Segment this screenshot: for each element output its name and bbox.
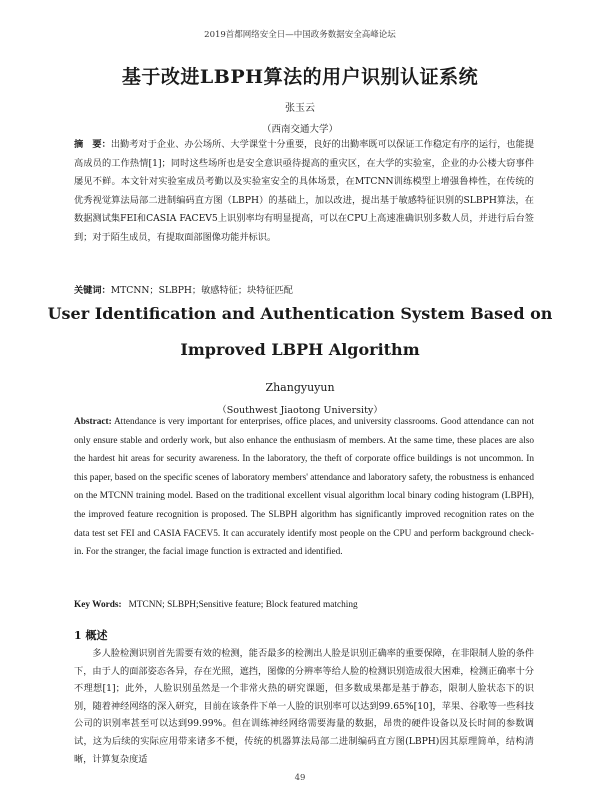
page-number: 49 (294, 773, 306, 783)
affiliation-chinese: （西南交通大学） (261, 124, 338, 135)
keywords-chinese (74, 282, 534, 301)
abstract-english-text: Attendance is very important for enterprises, office places, and university classrooms. Good attendance can not only ensure stable and orderly work, but also enhance the enthusiasm of members. At the same time, these places are also the hardest hit areas for security awareness. In the laboratory, the theft of corporate office buildings is not uncommon. In this paper, based on the specific scenes of laboratory members' attendance and laboratory safety, the robustness is enhanced on the MTCNN training model. Based on the traditional excellent visual algorithm local binary coding histogram (LBPH), the improved feature recognition is proposed. The SLBPH algorithm has significantly improved recognition rates on the data test set FEI and CASIA FACEV5. It can accurately identify most people on the CPU and perform background check-in. For the stranger, the facial image function is extracted and identified. (74, 417, 534, 558)
title-chinese: 基于改进LBPH算法的用户识别认证系统 (121, 66, 479, 88)
section-body: 多人脸检测识别首先需要有效的检测，能否最多的检测出人脸是识别正确率的重要保障，在非限制人脸的条件下，由于人的面部姿态各异，存在光照，遮挡，图像的分辨率等给人脸的检测识别造成很大困难，检测正确率十分不理想[1]；此外，人脸识别虽然是一个非常火热的研究课题，但多数成果都是基于静态，限制人脸状态下的识别，随着神经网络的深入研究，目前在该条件下单一人脸的识别率可以达到99.65%[10]，苹果、谷歌等一些科技公司的识别率甚至可以达到99.99%。但在训练神经网络需要海量的数据，昂贵的硬件设备以及长时间的参数调试，这为后续的实际应用带来诸多不便，传统的机器算法局部二进制编码直方图(LBPH)因其原理简单，结构清晰，计算复杂度适 (74, 648, 534, 765)
title-english-line2: Improved LBPH Algorithm (180, 340, 420, 359)
title-english-line1: User Identification and Authentication System Based on (47, 304, 553, 323)
keywords-english-text: MTCNN; SLBPH;Sensitive feature; Block featured matching (128, 600, 358, 610)
abstract-chinese-label: 摘 要： (74, 139, 111, 150)
abstract-chinese-text: 出勤考对于企业、办公场所、大学课堂十分重要，良好的出勤率既可以保证工作稳定有序的运行，也能提高成员的工作热情[1]；同时这些场所也是安全意识亟待提高的重灾区，在大学的实验室，企业的办公楼大窃事件屡见不鲜。本文针对实验室成员考勤以及实验室安全的具体场景，在MTCNN训练模型上增强鲁棒性，在传统的优秀视觉算法局部二进制编码直方图（LBPH）的基础上，加以改进，提出基于敏感特征识别的SLBPH算法，在数据测试集FEI和CASIA FACEV5上识别率均有明显提高，可以在CPU上高速准确识别多数人员，并进行后台签到；对于陌生成员，有提取面部图像功能并标识。 (74, 139, 535, 243)
abstract-english (74, 413, 534, 562)
keywords-english-label: Key Words: (74, 600, 122, 610)
section-heading: 1 概述 (74, 629, 108, 642)
abstract-english-label: Abstract: (74, 417, 112, 427)
running-header: 2019首都网络安全日—中国政务数据安全高峰论坛 (204, 30, 396, 40)
keywords-chinese-label: 关键词： (74, 285, 111, 296)
abstract-chinese (74, 136, 534, 248)
author-english: Zhangyuyun (265, 381, 335, 394)
keywords-chinese-text: MTCNN；SLBPH；敏感特征；块特征匹配 (110, 285, 293, 296)
keywords-english (74, 596, 534, 615)
affiliation-english: （Southwest Jiaotong University） (217, 405, 383, 416)
author-chinese: 张玉云 (285, 103, 315, 114)
